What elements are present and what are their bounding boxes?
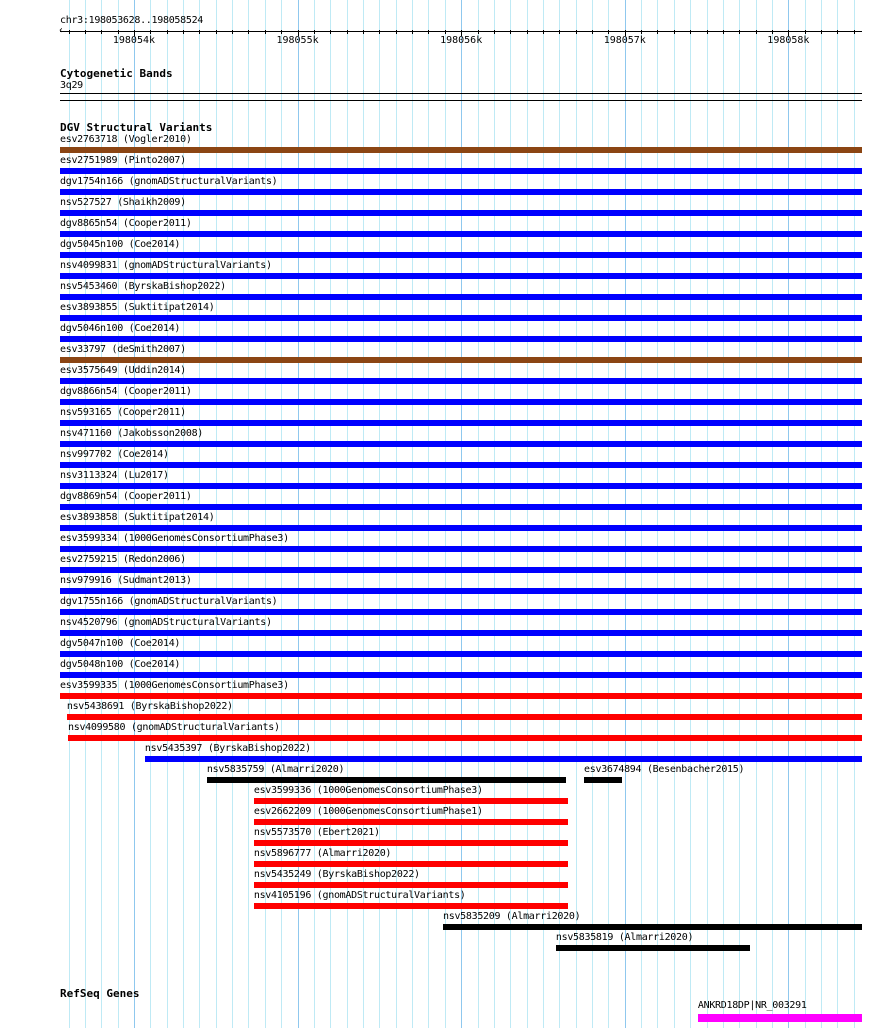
feature-label[interactable]: esv2662209 (1000GenomesConsortiumPhase1) — [253, 806, 483, 817]
ruler-tick — [412, 30, 413, 34]
ruler-tick — [347, 30, 348, 34]
ruler-tick — [543, 30, 544, 34]
ruler-tick — [608, 30, 609, 34]
ruler-tick — [756, 30, 757, 34]
ruler-tick — [805, 30, 806, 34]
feature-label[interactable]: nsv5435249 (ByrskaBishop2022) — [253, 869, 420, 880]
feature-bar[interactable] — [60, 210, 862, 216]
feature-bar[interactable] — [60, 231, 862, 237]
feature-label[interactable]: nsv5573570 (Ebert2021) — [253, 827, 380, 838]
ruler-tick — [232, 30, 233, 34]
feature-label[interactable]: nsv5438691 (ByrskaBishop2022) — [66, 701, 233, 712]
ruler-tick — [248, 30, 249, 34]
feature-bar[interactable] — [254, 819, 568, 825]
feature-label[interactable]: dgv5046n100 (Coe2014) — [60, 323, 181, 334]
feature-label[interactable]: nsv5835819 (Almarri2020) — [555, 932, 694, 943]
feature-bar[interactable] — [60, 294, 862, 300]
ruler-tick — [576, 30, 577, 34]
feature-bar[interactable] — [60, 567, 862, 573]
track-divider — [60, 100, 862, 101]
grid-line — [216, 0, 217, 1028]
ruler-tick — [559, 30, 560, 34]
grid-line — [821, 0, 822, 1028]
feature-label[interactable]: dgv1754n166 (gnomADStructuralVariants) — [60, 176, 278, 187]
grid-line — [739, 0, 740, 1028]
feature-label[interactable]: nsv5835209 (Almarri2020) — [443, 911, 581, 922]
ruler-tick — [314, 30, 315, 34]
feature-bar[interactable] — [254, 882, 568, 888]
feature-label[interactable]: nsv4099831 (gnomADStructuralVariants) — [60, 260, 272, 271]
feature-bar[interactable] — [60, 525, 862, 531]
feature-bar[interactable] — [60, 273, 862, 279]
ruler-tick — [527, 30, 528, 34]
ruler-tick — [723, 30, 724, 34]
ruler-tick — [510, 30, 511, 34]
track-title-dgv[interactable]: DGV Structural Variants — [60, 121, 213, 134]
feature-bar[interactable] — [60, 252, 862, 258]
ruler-tick — [690, 30, 691, 34]
feature-bar[interactable] — [60, 168, 862, 174]
feature-label[interactable]: nsv471160 (Jakobsson2008) — [60, 428, 204, 439]
grid-line — [494, 0, 495, 1028]
ruler-tick — [265, 30, 266, 34]
feature-bar[interactable] — [556, 945, 750, 951]
ruler-tick — [330, 30, 331, 34]
ruler-tick-label: 198054k — [112, 35, 156, 46]
cytoband-label[interactable]: 3q29 — [60, 80, 83, 91]
feature-label[interactable]: esv2751989 (Pinto2007) — [60, 155, 186, 166]
ruler-tick — [674, 30, 675, 34]
grid-line — [854, 0, 855, 1028]
ruler-tick — [494, 30, 495, 34]
feature-label[interactable]: esv3599335 (1000GenomesConsortiumPhase3) — [60, 680, 289, 691]
ruler-tick-label: 198056k — [440, 35, 483, 46]
feature-label[interactable]: esv3674894 (Besenbacher2015) — [584, 764, 745, 775]
ruler-tick — [772, 30, 773, 34]
grid-line — [657, 0, 658, 1028]
grid-line — [510, 0, 511, 1028]
grid-line-major — [625, 0, 626, 1028]
grid-line — [756, 0, 757, 1028]
ruler-tick — [379, 30, 380, 34]
feature-label[interactable]: dgv8866n54 (Cooper2011) — [60, 386, 192, 397]
feature-label[interactable]: nsv3113324 (Lu2017) — [60, 470, 169, 481]
feature-bar[interactable] — [207, 777, 566, 783]
grid-line — [428, 0, 429, 1028]
ruler-tick — [101, 30, 102, 34]
ruler-tick — [363, 30, 364, 34]
ruler-tick — [478, 30, 479, 34]
feature-bar[interactable] — [584, 777, 622, 783]
feature-bar[interactable] — [60, 315, 862, 321]
ruler-tick — [167, 30, 168, 34]
feature-label[interactable]: esv2759215 (Redon2006) — [60, 554, 186, 565]
feature-bar[interactable] — [254, 903, 568, 909]
ruler-tick — [739, 30, 740, 34]
ruler-tick — [445, 30, 446, 34]
feature-label[interactable]: dgv5047n100 (Coe2014) — [60, 638, 181, 649]
feature-label[interactable]: esv33797 (deSmith2007) — [60, 344, 186, 355]
gene-bar[interactable] — [698, 1014, 862, 1022]
grid-line-major — [461, 0, 462, 1028]
feature-label[interactable]: nsv527527 (Shaikh2009) — [60, 197, 186, 208]
feature-bar[interactable] — [60, 420, 862, 426]
feature-bar[interactable] — [60, 693, 862, 699]
feature-label[interactable]: nsv5835759 (Almarri2020) — [206, 764, 345, 775]
feature-label[interactable]: nsv593165 (Cooper2011) — [60, 407, 186, 418]
ruler-tick-label: 198055k — [276, 35, 319, 46]
ruler-tick — [281, 30, 282, 34]
feature-bar[interactable] — [60, 483, 862, 489]
ruler-tick-label: 198057k — [603, 35, 646, 46]
feature-bar[interactable] — [60, 378, 862, 384]
grid-line — [543, 0, 544, 1028]
feature-label[interactable]: esv3893855 (Suktitipat2014) — [60, 302, 215, 313]
grid-line-major — [788, 0, 789, 1028]
feature-bar[interactable] — [60, 189, 862, 195]
ruler-tick-label: 198058k — [767, 35, 810, 46]
feature-bar[interactable] — [145, 756, 862, 762]
grid-line — [608, 0, 609, 1028]
feature-label[interactable]: nsv5896777 (Almarri2020) — [253, 848, 392, 859]
grid-line — [690, 0, 691, 1028]
feature-bar[interactable] — [60, 504, 862, 510]
feature-label[interactable]: dgv1755n166 (gnomADStructuralVariants) — [60, 596, 278, 607]
grid-line — [772, 0, 773, 1028]
feature-label[interactable]: nsv4099580 (gnomADStructuralVariants) — [68, 722, 280, 733]
feature-label[interactable]: dgv5048n100 (Coe2014) — [60, 659, 181, 670]
ruler-tick — [396, 30, 397, 34]
grid-line — [592, 0, 593, 1028]
gene-label[interactable]: ANKRD18DP|NR_003291 — [697, 1000, 807, 1011]
ruler-tick — [821, 30, 822, 34]
feature-label[interactable]: esv3893858 (Suktitipat2014) — [60, 512, 215, 523]
ruler-tick — [118, 30, 119, 34]
feature-bar[interactable] — [60, 399, 862, 405]
ruler-tick — [592, 30, 593, 34]
feature-bar[interactable] — [60, 630, 862, 636]
feature-bar[interactable] — [60, 441, 862, 447]
grid-line — [837, 0, 838, 1028]
feature-label[interactable]: dgv5045n100 (Coe2014) — [60, 239, 181, 250]
cytoband-line — [60, 93, 862, 94]
feature-bar[interactable] — [60, 546, 862, 552]
feature-bar[interactable] — [60, 609, 862, 615]
feature-bar[interactable] — [60, 147, 862, 153]
ruler-tick — [199, 30, 200, 34]
ruler-tick — [641, 30, 642, 34]
feature-label[interactable]: nsv997702 (Coe2014) — [60, 449, 169, 460]
ruler-tick — [150, 30, 151, 34]
feature-label[interactable]: esv3599336 (1000GenomesConsortiumPhase3) — [253, 785, 483, 796]
feature-label[interactable]: nsv5453460 (ByrskaBishop2022) — [60, 281, 226, 292]
feature-label[interactable]: dgv8869n54 (Cooper2011) — [60, 491, 192, 502]
ruler-tick — [85, 30, 86, 34]
track-title-refseq[interactable]: RefSeq Genes — [60, 987, 140, 1000]
feature-label[interactable]: nsv4105196 (gnomADStructuralVariants) — [253, 890, 466, 901]
grid-line — [559, 0, 560, 1028]
ruler-tick — [216, 30, 217, 34]
ruler-tick — [707, 30, 708, 34]
feature-bar[interactable] — [60, 651, 862, 657]
grid-line — [576, 0, 577, 1028]
feature-bar[interactable] — [60, 588, 862, 594]
feature-bar[interactable] — [254, 861, 568, 867]
grid-line — [445, 0, 446, 1028]
feature-label[interactable]: nsv979916 (Sudmant2013) — [60, 575, 192, 586]
location-label: chr3:198053628..198058524 — [60, 15, 204, 26]
feature-bar[interactable] — [60, 336, 862, 342]
feature-label[interactable]: dgv8865n54 (Cooper2011) — [60, 218, 192, 229]
ruler-tick — [837, 30, 838, 34]
ruler-tick — [69, 30, 70, 34]
feature-bar[interactable] — [254, 840, 568, 846]
track-title-cytogenetic-bands[interactable]: Cytogenetic Bands — [60, 67, 173, 80]
grid-line — [723, 0, 724, 1028]
scroll-left-arrow-icon[interactable]: ‹ — [58, 25, 64, 36]
feature-bar[interactable] — [60, 357, 862, 363]
ruler-tick — [183, 30, 184, 34]
feature-label[interactable]: esv3575649 (Uddin2014) — [60, 365, 186, 376]
grid-line — [232, 0, 233, 1028]
feature-bar[interactable] — [68, 735, 862, 741]
grid-line — [527, 0, 528, 1028]
ruler-tick — [428, 30, 429, 34]
grid-line — [707, 0, 708, 1028]
feature-bar[interactable] — [67, 714, 862, 720]
feature-bar[interactable] — [443, 924, 862, 930]
feature-bar[interactable] — [60, 462, 862, 468]
grid-line — [805, 0, 806, 1028]
feature-label[interactable]: nsv4520796 (gnomADStructuralVariants) — [60, 617, 272, 628]
grid-line — [641, 0, 642, 1028]
grid-line — [248, 0, 249, 1028]
feature-bar[interactable] — [254, 798, 568, 804]
ruler-tick — [854, 30, 855, 34]
grid-line — [478, 0, 479, 1028]
grid-line — [674, 0, 675, 1028]
feature-label[interactable]: esv3599334 (1000GenomesConsortiumPhase3) — [60, 533, 289, 544]
feature-bar[interactable] — [60, 672, 862, 678]
feature-label[interactable]: nsv5435397 (ByrskaBishop2022) — [144, 743, 311, 754]
ruler-tick — [657, 30, 658, 34]
feature-label[interactable]: esv2763718 (Vogler2010) — [60, 134, 192, 145]
